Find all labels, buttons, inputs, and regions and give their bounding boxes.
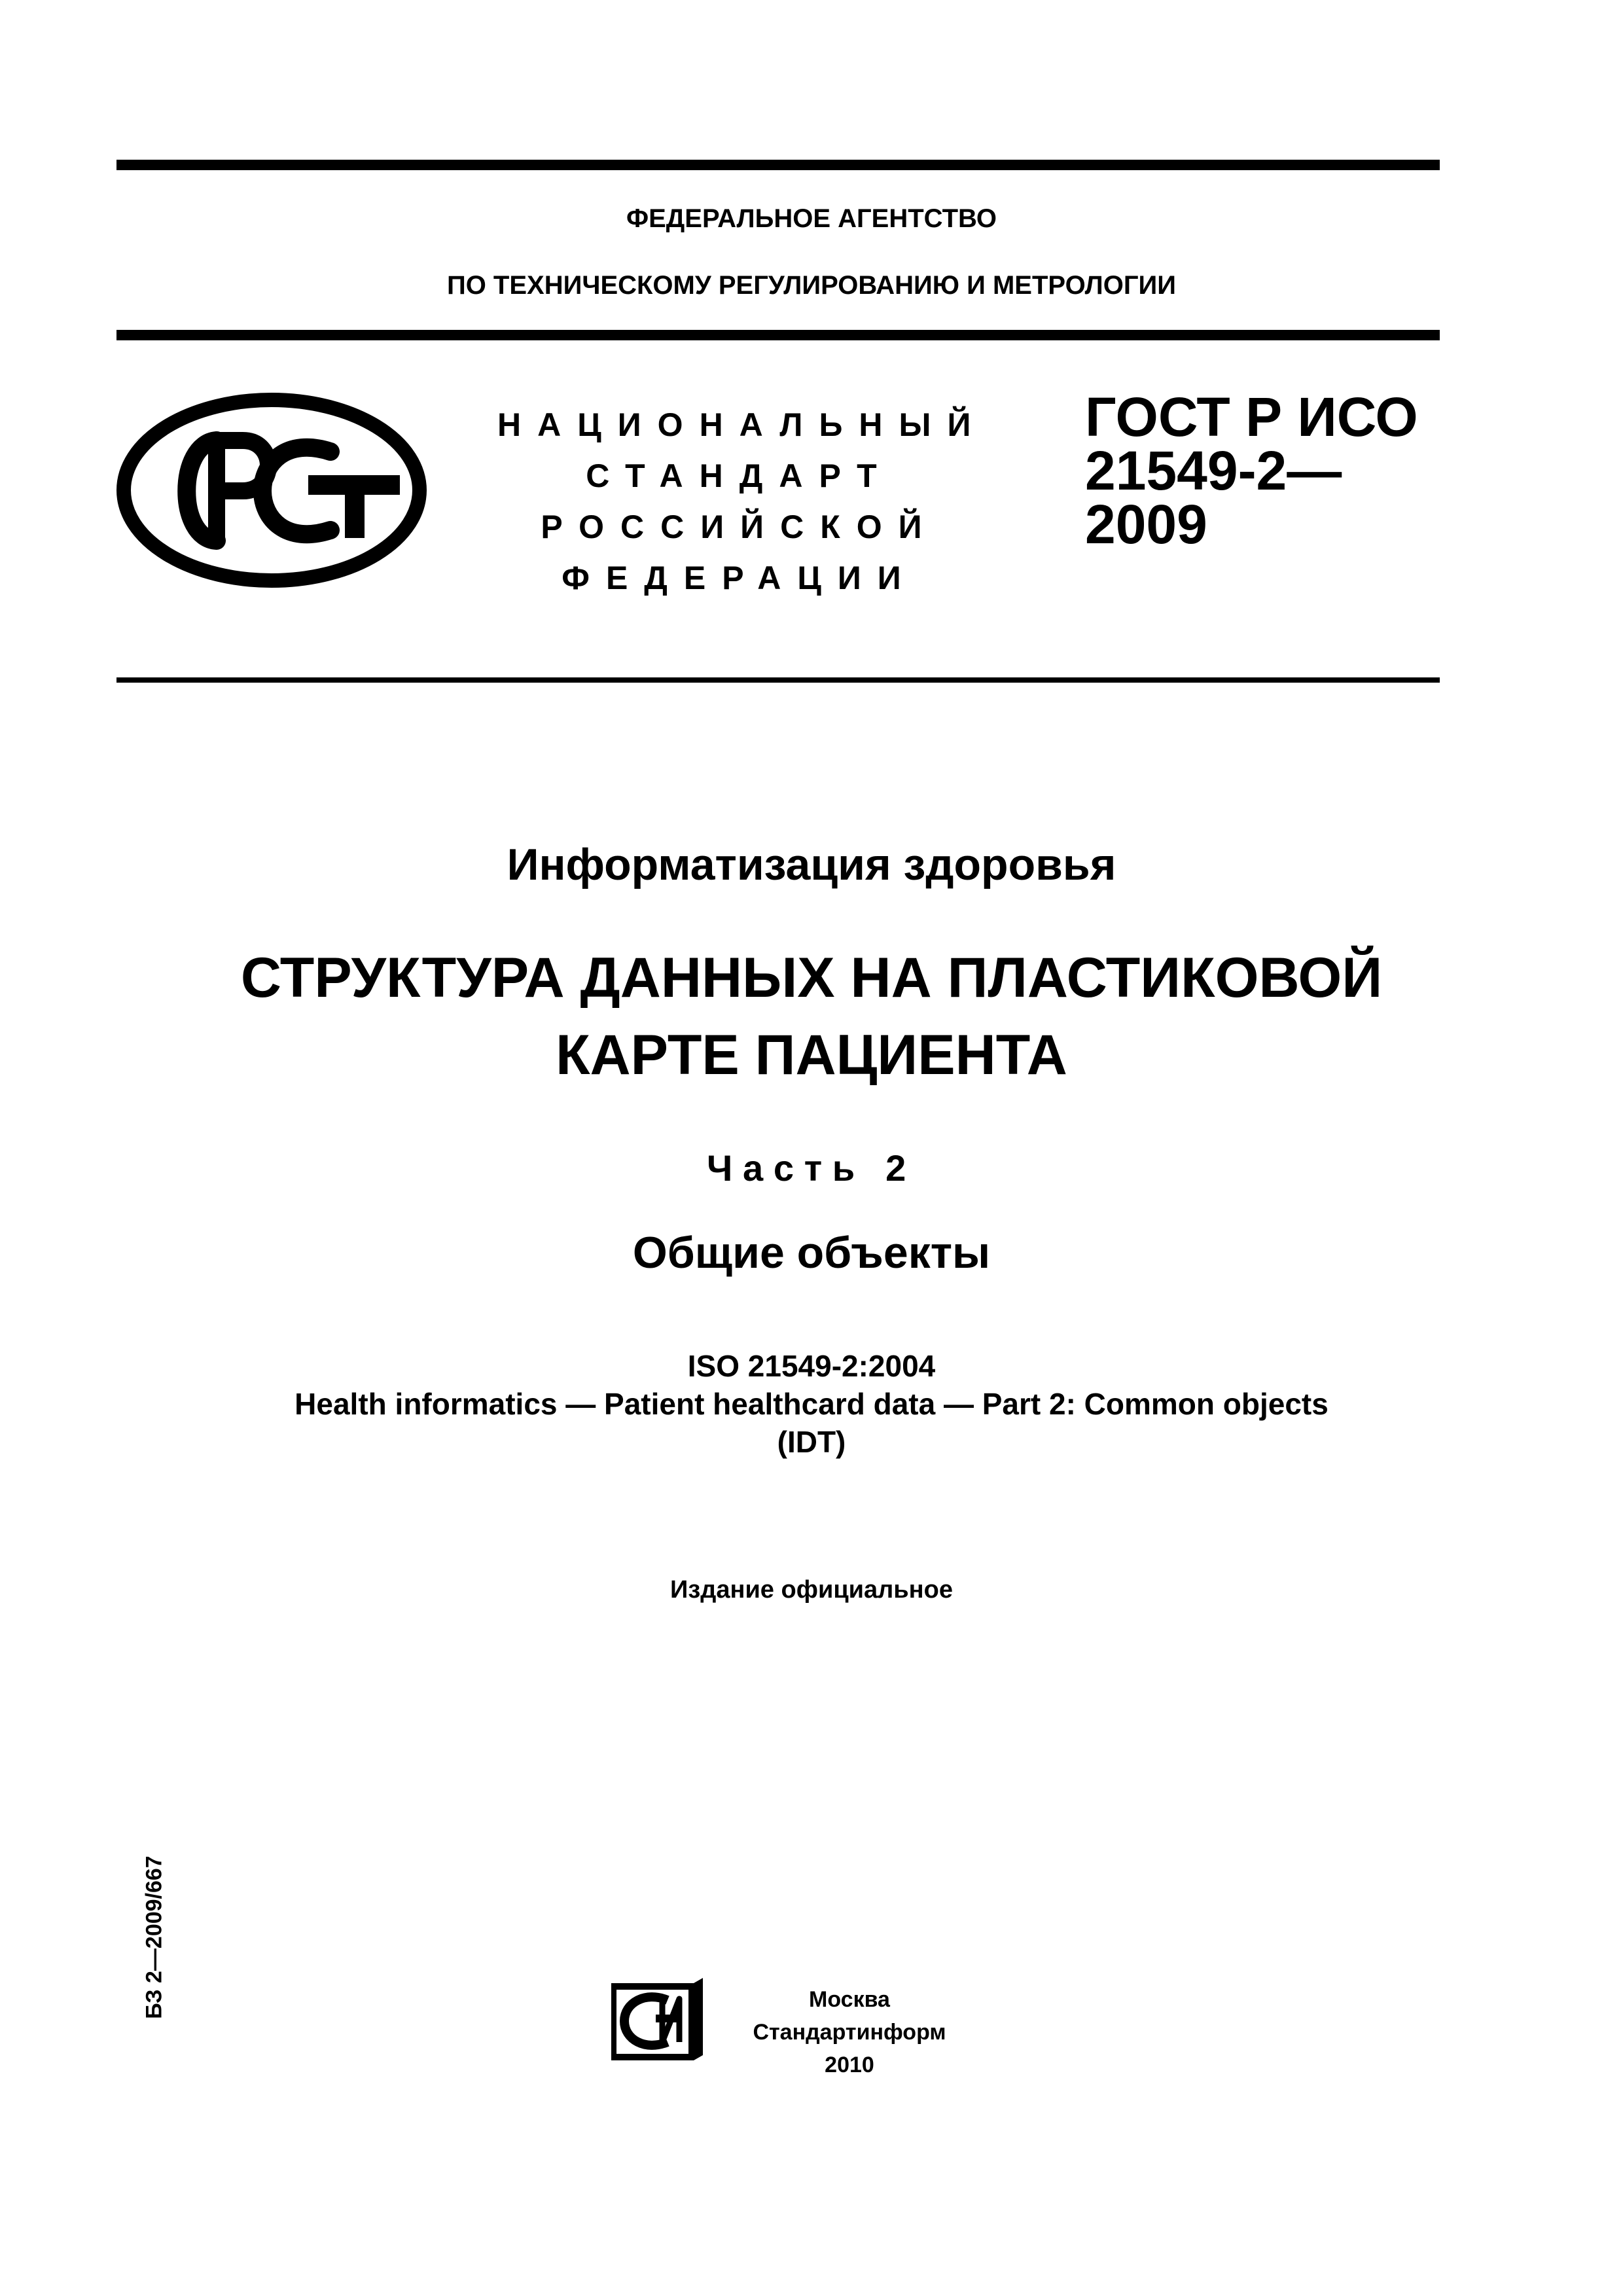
part-name: Общие объекты <box>632 1228 991 1278</box>
side-code: БЗ 2—2009/667 <box>141 1856 167 2019</box>
imprint-city: Москва <box>809 1987 890 2012</box>
national-line-2: СТАНДАРТ <box>586 457 893 494</box>
national-standard-label <box>497 399 988 603</box>
edition-label: Издание официальное <box>670 1576 953 1604</box>
agency-name-line1: ФЕДЕРАЛЬНОЕ АГЕНТСТВО <box>626 204 997 233</box>
gost-r-mark-logo <box>115 391 429 589</box>
document-subtitle: Информатизация здоровья <box>507 840 1116 889</box>
national-line-4: ФЕДЕРАЦИИ <box>562 560 918 596</box>
designation-line-1: ГОСТ Р ИСО <box>1085 386 1418 448</box>
designation-line-3: 2009 <box>1085 493 1207 555</box>
publisher-imprint <box>732 1983 967 2081</box>
top-rule <box>116 160 1440 170</box>
agency-name-line2: ПО ТЕХНИЧЕСКОМУ РЕГУЛИРОВАНИЮ И МЕТРОЛОГИИ <box>446 271 1177 300</box>
part-label: Часть 2 <box>707 1147 916 1189</box>
document-title: СТРУКТУРА ДАННЫХ НА ПЛАСТИКОВОЙ КАРТЕ ПАЦИЕНТА <box>240 946 1383 1086</box>
iso-number: ISO 21549-2:2004 <box>687 1349 936 1383</box>
national-line-3: РОССИЙСКОЙ <box>541 509 938 545</box>
standartinform-logo <box>607 1977 707 2068</box>
designation-rule <box>116 677 1440 683</box>
standard-designation <box>1085 386 1418 555</box>
imprint-publisher: Стандартинформ <box>753 2020 946 2045</box>
iso-english-title: Health informatics — Patient healthcard data — Part 2: Common objects <box>294 1387 1329 1421</box>
designation-line-2: 21549-2— <box>1085 440 1342 501</box>
imprint-year: 2010 <box>825 2053 874 2077</box>
iso-equivalence: (IDT) <box>777 1425 846 1459</box>
header-rule <box>116 330 1440 340</box>
national-line-1: НАЦИОНАЛЬНЫЙ <box>497 406 988 443</box>
